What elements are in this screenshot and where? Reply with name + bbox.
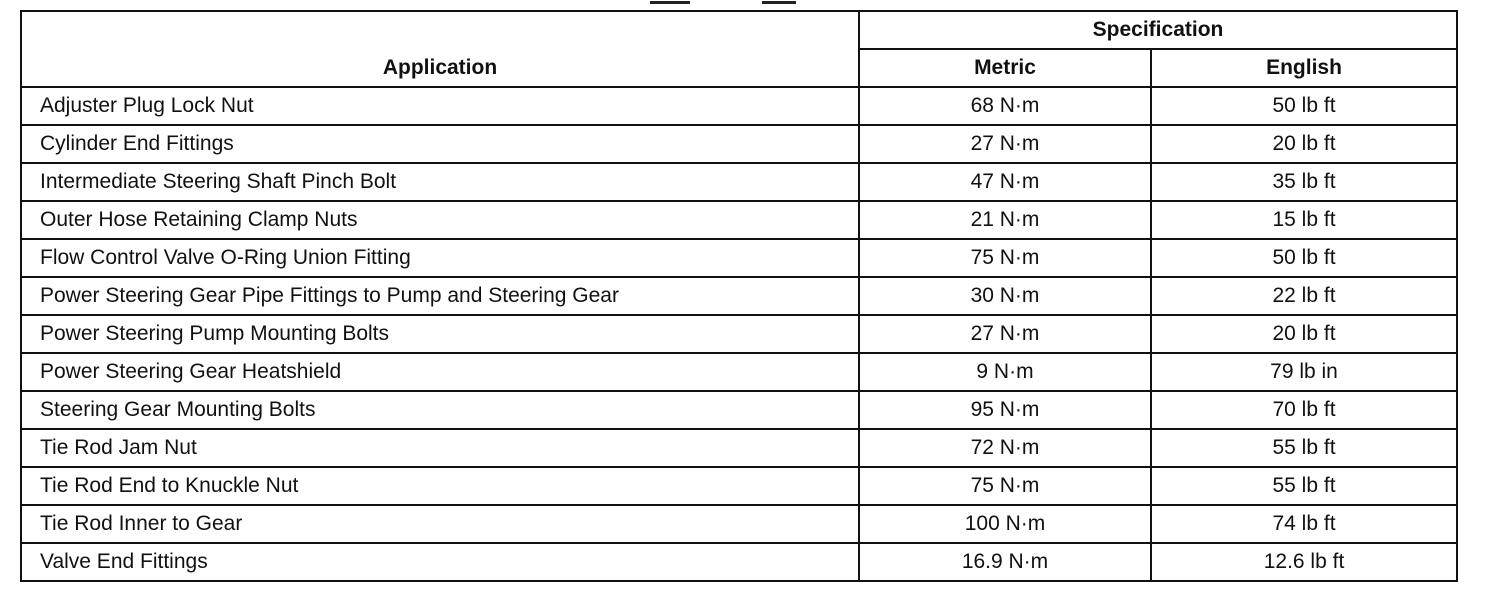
metric-cell: 75 N·m [859, 467, 1151, 505]
metric-cell: 100 N·m [859, 505, 1151, 543]
table-row [21, 353, 1457, 391]
application-cell: Tie Rod Inner to Gear [21, 505, 859, 543]
scan-artifact-mark [762, 1, 796, 4]
metric-cell: 27 N·m [859, 315, 1151, 353]
metric-cell: 30 N·m [859, 277, 1151, 315]
english-cell: 70 lb ft [1151, 391, 1457, 429]
table-row [21, 505, 1457, 543]
metric-cell: 16.9 N·m [859, 543, 1151, 581]
english-cell: 12.6 lb ft [1151, 543, 1457, 581]
table-row [21, 429, 1457, 467]
english-cell: 20 lb ft [1151, 315, 1457, 353]
application-cell: Cylinder End Fittings [21, 125, 859, 163]
column-header-english: English [1151, 49, 1457, 87]
application-cell: Outer Hose Retaining Clamp Nuts [21, 201, 859, 239]
table-row [21, 391, 1457, 429]
application-cell: Power Steering Gear Pipe Fittings to Pump and Steering Gear [21, 277, 859, 315]
english-cell: 74 lb ft [1151, 505, 1457, 543]
english-cell: 22 lb ft [1151, 277, 1457, 315]
application-cell: Flow Control Valve O-Ring Union Fitting [21, 239, 859, 277]
metric-cell: 9 N·m [859, 353, 1151, 391]
metric-cell: 95 N·m [859, 391, 1151, 429]
table-row [21, 163, 1457, 201]
metric-cell: 75 N·m [859, 239, 1151, 277]
english-cell: 79 lb in [1151, 353, 1457, 391]
scan-artifact-mark [650, 1, 690, 4]
application-cell: Steering Gear Mounting Bolts [21, 391, 859, 429]
metric-cell: 47 N·m [859, 163, 1151, 201]
table-row [21, 201, 1457, 239]
column-header-metric: Metric [859, 49, 1151, 87]
application-cell: Power Steering Gear Heatshield [21, 353, 859, 391]
english-cell: 15 lb ft [1151, 201, 1457, 239]
table-row [21, 277, 1457, 315]
table-row [21, 125, 1457, 163]
english-cell: 50 lb ft [1151, 239, 1457, 277]
table-row [21, 315, 1457, 353]
metric-cell: 72 N·m [859, 429, 1151, 467]
table-row [21, 543, 1457, 581]
application-cell: Intermediate Steering Shaft Pinch Bolt [21, 163, 859, 201]
column-header-specification: Specification [859, 11, 1457, 49]
application-cell: Adjuster Plug Lock Nut [21, 87, 859, 125]
table-row [21, 239, 1457, 277]
english-cell: 55 lb ft [1151, 467, 1457, 505]
english-cell: 55 lb ft [1151, 429, 1457, 467]
table-row [21, 467, 1457, 505]
application-cell: Tie Rod Jam Nut [21, 429, 859, 467]
english-cell: 35 lb ft [1151, 163, 1457, 201]
application-cell: Tie Rod End to Knuckle Nut [21, 467, 859, 505]
english-cell: 50 lb ft [1151, 87, 1457, 125]
column-header-application: Application [21, 11, 859, 87]
metric-cell: 68 N·m [859, 87, 1151, 125]
metric-cell: 21 N·m [859, 201, 1151, 239]
application-cell: Valve End Fittings [21, 543, 859, 581]
english-cell: 20 lb ft [1151, 125, 1457, 163]
application-cell: Power Steering Pump Mounting Bolts [21, 315, 859, 353]
torque-spec-table [20, 10, 1458, 582]
table-row [21, 87, 1457, 125]
metric-cell: 27 N·m [859, 125, 1151, 163]
